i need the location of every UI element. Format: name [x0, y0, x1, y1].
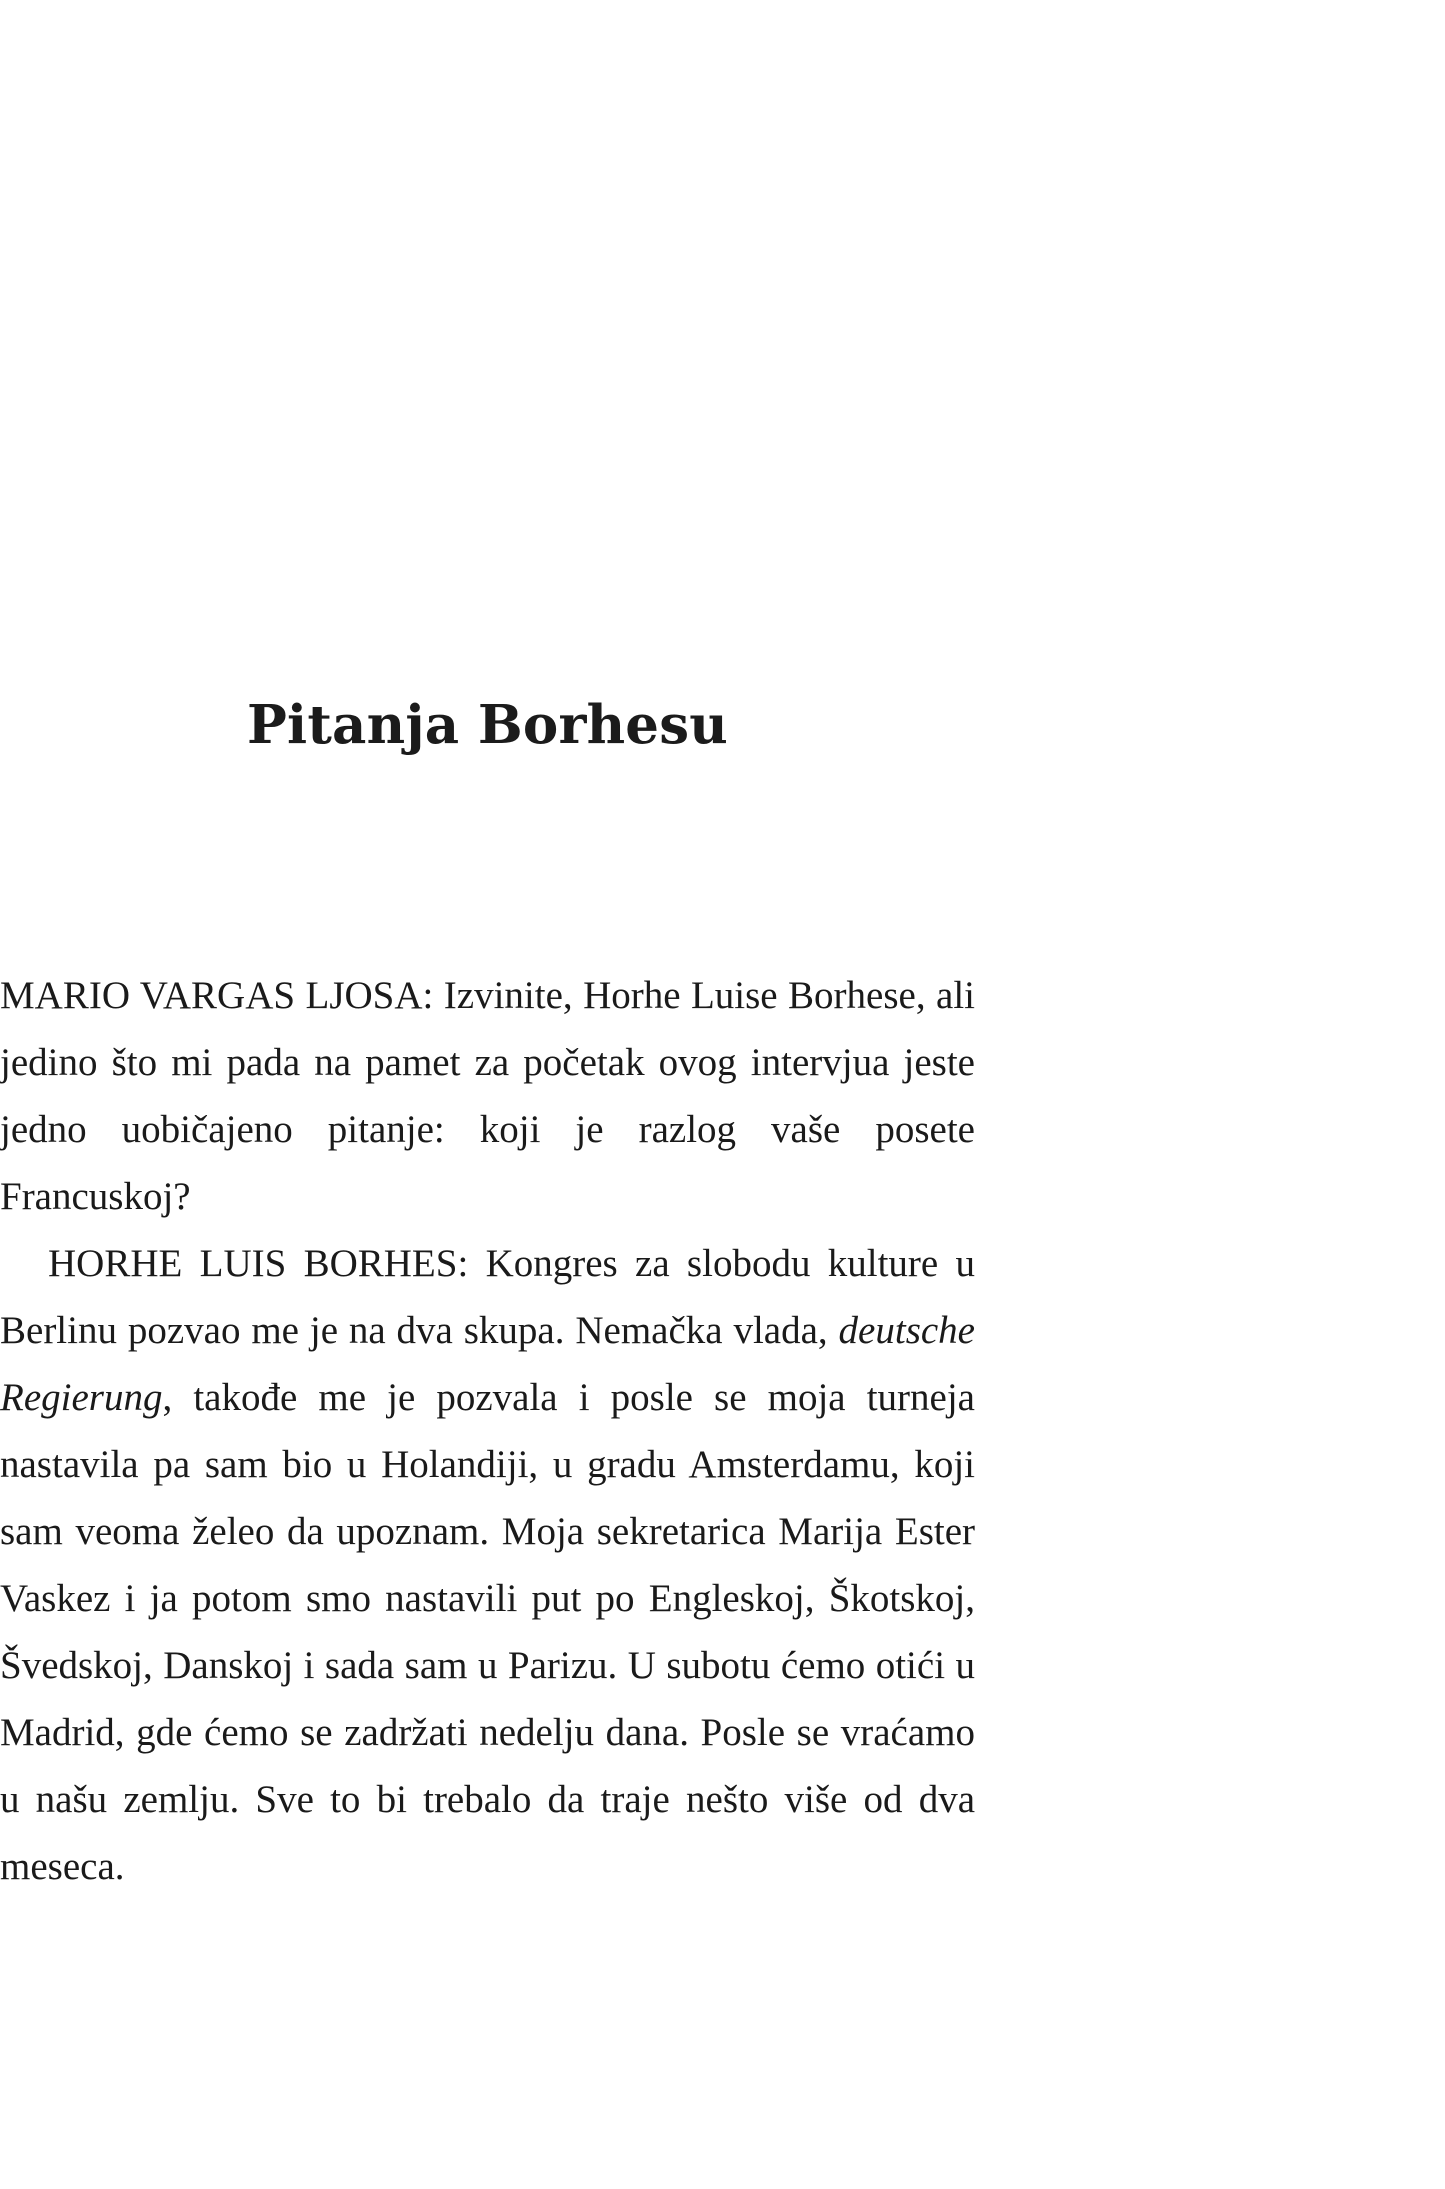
paragraph-interviewer — [0, 962, 975, 1230]
paragraph-text-segment: MARIO VARGAS LJOSA: Izvinite, Horhe Luise Borhese, ali jedino što mi pada na pamet za početak ovog intervjua jeste jedno uobičajeno pitanje: koji je razlog vaše posete Francuskoj? — [0, 974, 975, 1218]
paragraph-borges — [0, 1230, 975, 1900]
body-text-block — [0, 962, 975, 1900]
paragraph-text-segment: HORHE LUIS BORHES: Kongres za slobodu kulture u Berlinu pozvao me je na dva skupa. Nemačka vlada, — [0, 1242, 975, 1352]
page-title: Pitanja Borhesu — [246, 694, 728, 756]
paragraph-italic-segment: deutsche Regierung — [0, 1309, 975, 1419]
paragraph-text-segment-tail: , takođe me je pozvala i posle se moja turneja nastavila pa sam bio u Holandiji, u gradu Amsterdamu, koji sam veoma želeo da upoznam. Moja sekretarica Marija Ester Vaskez i ja potom smo nastavili put po Engleskoj, Škotskoj, Švedskoj, Danskoj i sada sam u Parizu. U subotu ćemo otići u Madrid, gde ćemo se zadržati nedelju dana. Posle se vraćamo u našu zemlju. Sve to bi trebalo da traje nešto više od dva meseca. — [0, 1376, 975, 1888]
